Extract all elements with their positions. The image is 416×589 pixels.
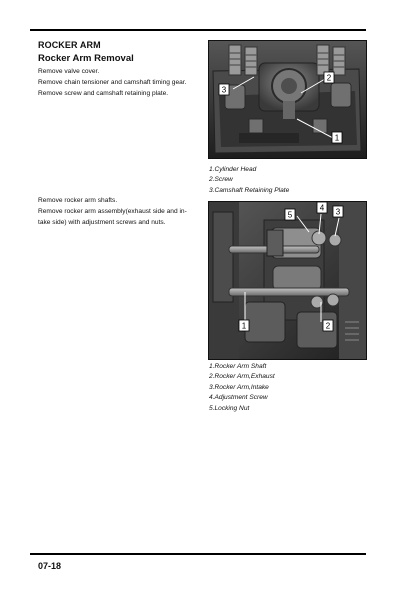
callout-2 — [323, 320, 333, 331]
step2-instructions — [38, 195, 203, 228]
caption-line: 4.Adjustment Screw — [209, 394, 268, 402]
subsection-title: Rocker Arm Removal — [38, 53, 134, 64]
callout-4 — [317, 202, 327, 213]
callout-label: 1 — [241, 321, 247, 331]
instruction-line: Remove screw and camshaft retaining plate. — [38, 90, 169, 97]
callout-2 — [324, 72, 334, 83]
callout-1 — [332, 132, 342, 143]
caption-line: 3.Camshaft Retaining Plate — [209, 186, 290, 194]
page-number: 07-18 — [38, 561, 62, 571]
callout-label: 3 — [221, 85, 227, 95]
callout-label: 5 — [287, 210, 293, 220]
caption-line: 2.Screw — [209, 176, 233, 184]
instruction-line: Remove rocker arm assembly(exhaust side and in- — [38, 208, 187, 215]
instruction-line: Remove rocker arm shafts. — [38, 197, 118, 204]
callout-label: 2 — [326, 73, 332, 83]
callout-label: 2 — [325, 321, 331, 331]
caption-line: 2.Rocker Arm,Exhaust — [209, 373, 275, 381]
caption-line: 3.Rocker Arm,Intake — [209, 383, 269, 391]
caption-line: 1.Cylinder Head — [209, 166, 257, 173]
figure2-caption — [209, 362, 275, 414]
instruction-line: take side) with adjustment screws and nuts. — [38, 219, 166, 226]
header-rule — [30, 29, 366, 31]
section-title: ROCKER ARM — [38, 40, 101, 50]
callout-3 — [333, 206, 343, 217]
rocker-arm-photo — [208, 201, 367, 360]
callout-label: 1 — [334, 133, 340, 143]
callout-3 — [219, 84, 229, 95]
instruction-line: Remove valve cover. — [38, 68, 100, 75]
cylinder-head-photo — [208, 40, 367, 159]
caption-line: 5.Locking Nut — [209, 404, 250, 412]
footer-rule — [30, 553, 366, 555]
callout-label: 4 — [319, 203, 325, 213]
caption-line: 1.Rocker Arm Shaft — [209, 363, 267, 370]
figure1-caption — [209, 165, 289, 196]
instruction-line: Remove chain tensioner and camshaft timing gear. — [38, 79, 187, 86]
step1-instructions — [38, 66, 203, 99]
callout-1 — [239, 320, 249, 331]
callout-5 — [285, 209, 295, 220]
callout-label: 3 — [335, 207, 341, 217]
